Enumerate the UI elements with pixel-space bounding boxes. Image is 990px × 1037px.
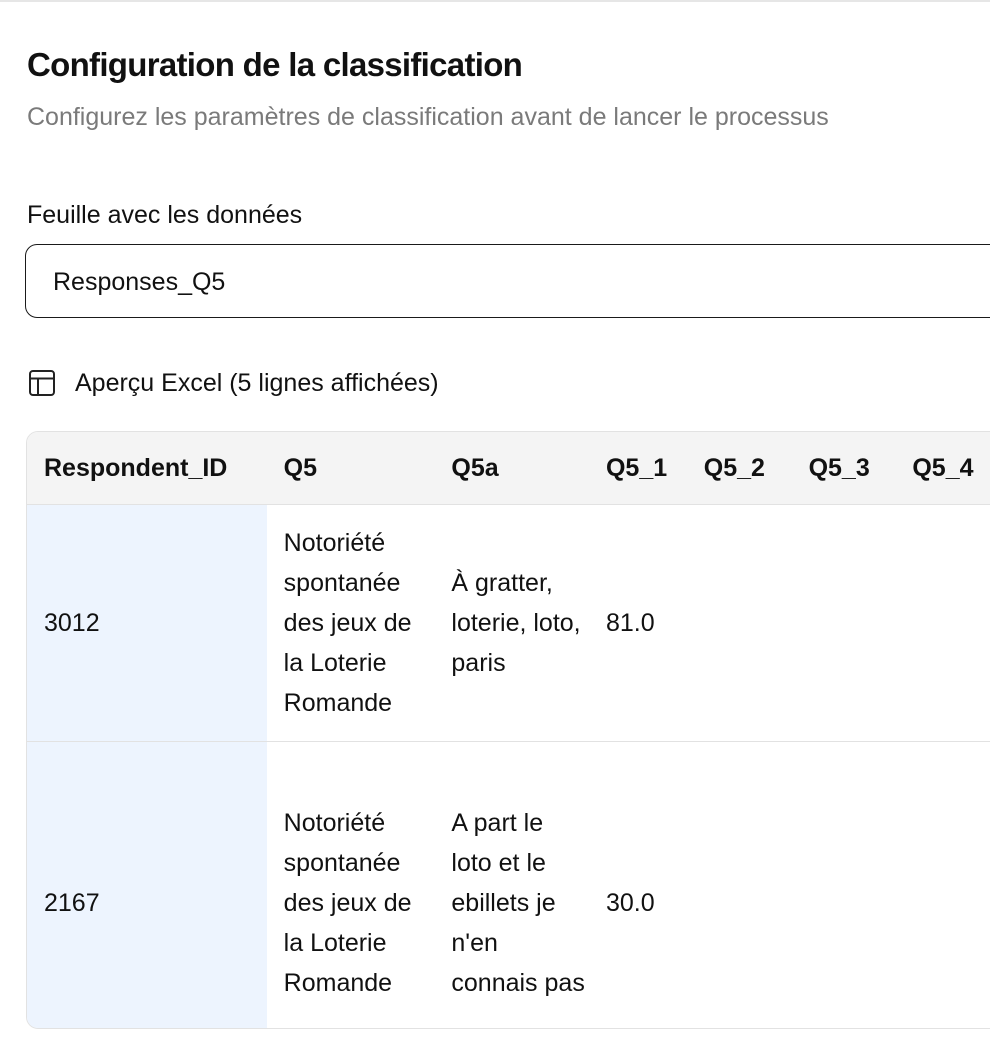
top-divider [0,0,990,2]
table-cell: Notoriété spontanée des jeux de la Loterie Romande [267,742,435,1030]
table-cell [687,742,792,1030]
table-cell: 2167 [27,742,267,1030]
table-cell [792,742,896,1030]
page-subtitle: Configurez les paramètres de classification avant de lancer le processus [27,103,829,131]
sheet-select-value: Responses_Q5 [53,268,226,296]
table-row [27,742,990,1030]
table-cell: 81.0 [589,505,687,742]
excel-preview-title: Aperçu Excel (5 lignes affichées) [75,368,439,397]
column-header[interactable]: Q5_4 [895,432,990,505]
table-cell: Notoriété spontanée des jeux de la Loterie Romande [267,505,435,742]
excel-preview-header [28,367,439,399]
column-header[interactable]: Q5_3 [792,432,896,505]
table-cell: À gratter, loterie, loto, paris [434,505,589,742]
page-title: Configuration de la classification [27,46,523,83]
sheet-select-label: Feuille avec les données [27,201,303,229]
column-header[interactable]: Q5 [267,432,435,505]
table-cell [792,505,896,742]
table-cell [895,742,990,1030]
excel-preview-table[interactable] [26,431,990,1029]
column-header[interactable]: Respondent_ID [27,432,267,505]
column-header[interactable]: Q5_1 [589,432,687,505]
data-table [27,432,990,1029]
table-cell: 30.0 [589,742,687,1030]
sheet-select[interactable] [25,244,990,318]
table-cell: 3012 [27,505,267,742]
table-icon [28,369,56,397]
table-header-row [27,432,990,505]
table-cell [687,505,792,742]
table-row [27,505,990,742]
table-cell: A part le loto et le ebillets je n'en connais pas [434,742,589,1030]
table-cell [895,505,990,742]
column-header[interactable]: Q5a [434,432,589,505]
column-header[interactable]: Q5_2 [687,432,792,505]
